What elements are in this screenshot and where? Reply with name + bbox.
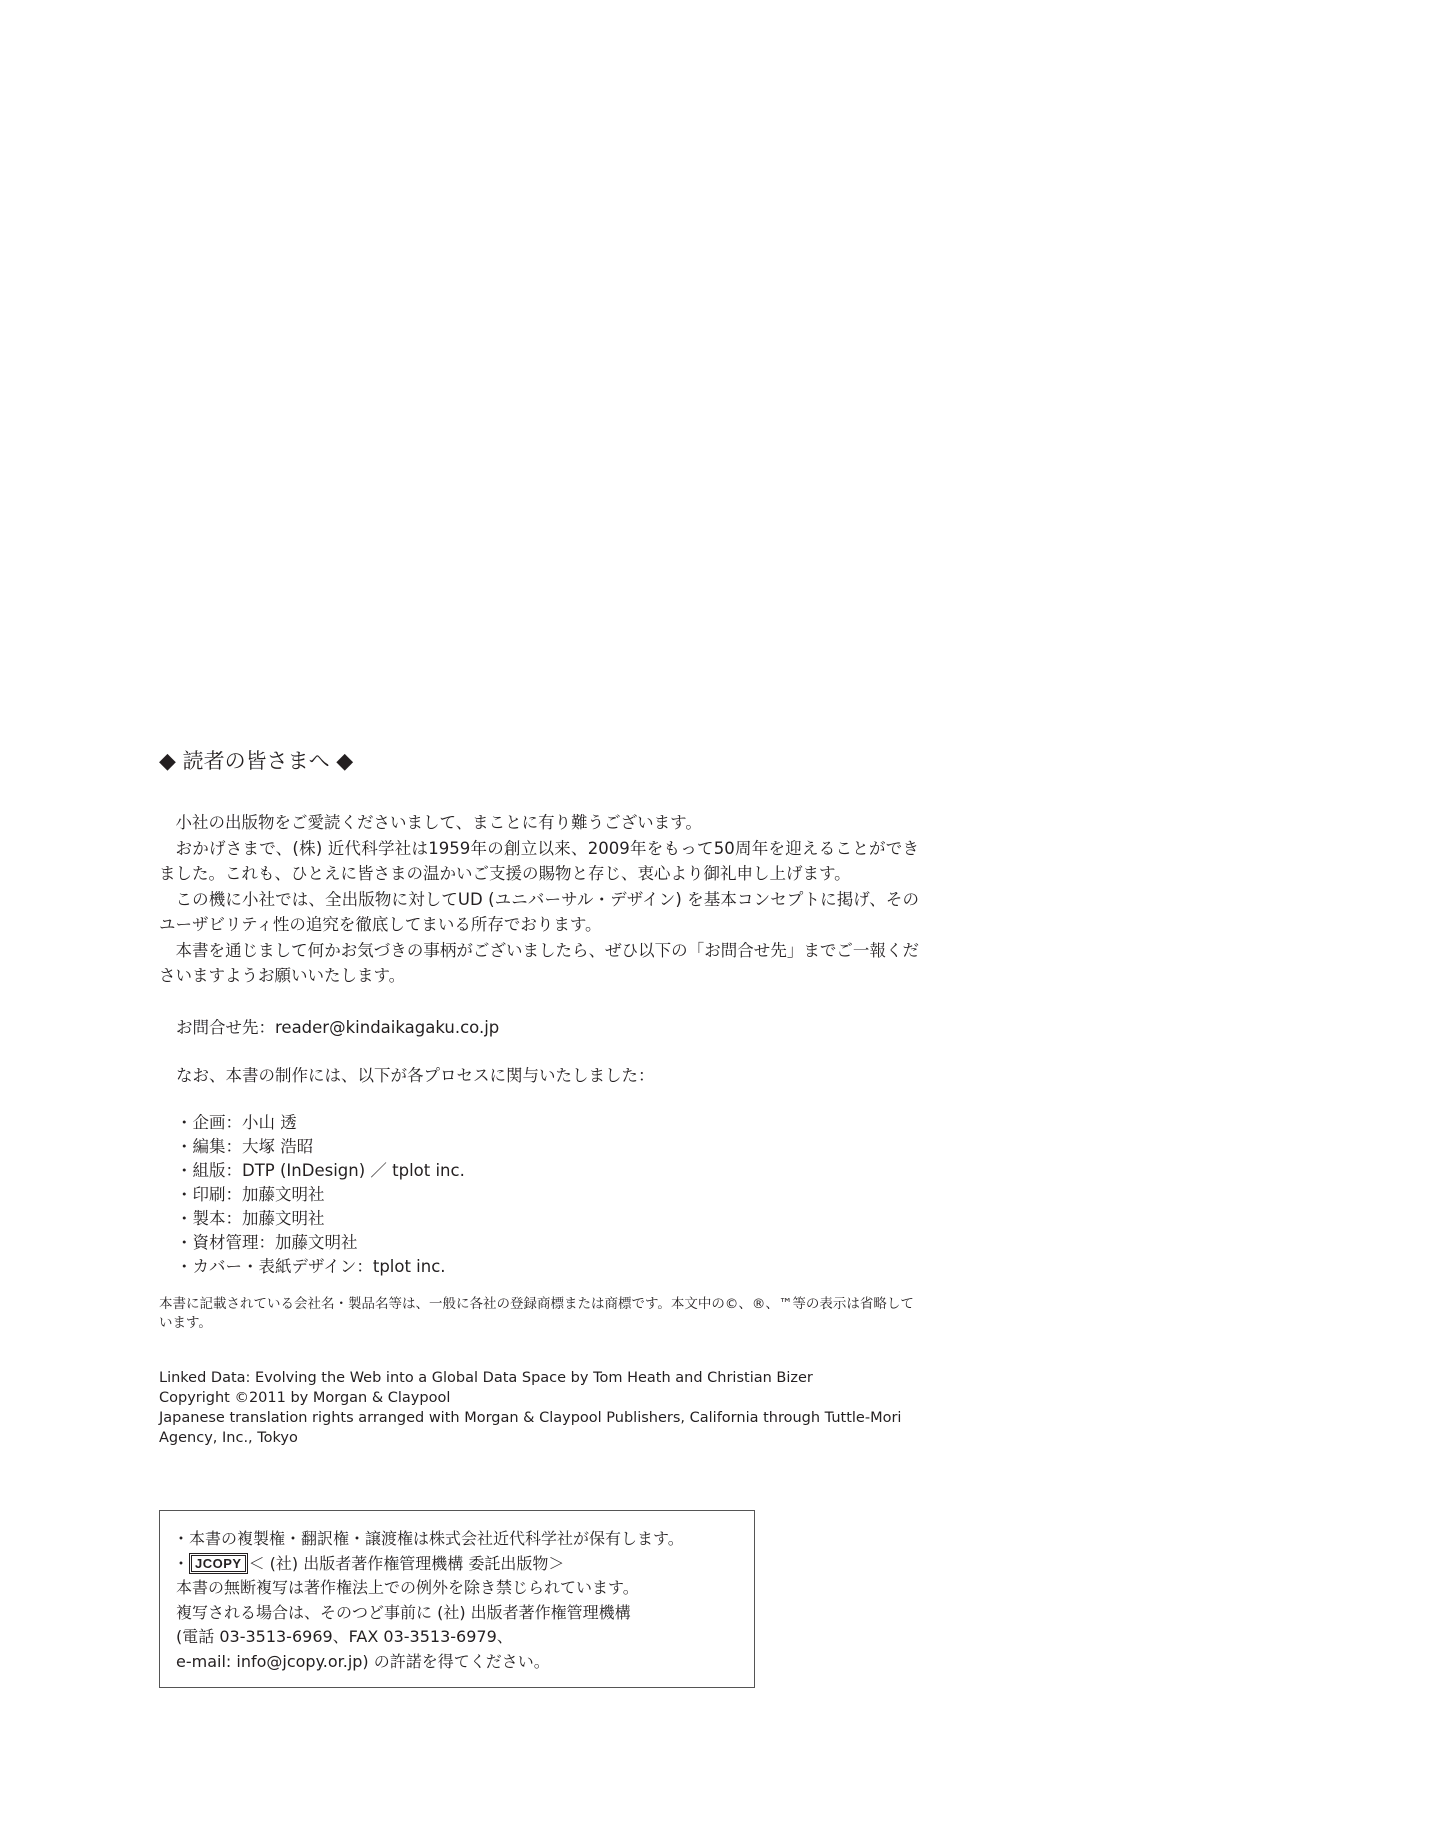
copyright-line: Copyright ©2011 by Morgan & Claypool [159, 1389, 451, 1406]
book-title-line: Linked Data: Evolving the Web into a Global Data Space by Tom Heath and Christian Bizer [159, 1369, 813, 1386]
rights-body-line: (電話 03-3513-6969、FAX 03-3513-6979、 [176, 1627, 513, 1646]
heading-title: 読者の皆さまへ [182, 749, 330, 773]
diamond-icon: ◆ [336, 749, 354, 774]
translation-rights-line: Japanese translation rights arranged with Morgan & Claypool Publishers, California through Tuttle-Mori Agency, Inc., Tokyo [159, 1409, 902, 1446]
contact-label: お問合せ先： [176, 1017, 275, 1037]
trademark-note: 本書に記載されている会社名・製品名等は、一般に各社の登録商標または商標です。本文中の©、®、™等の表示は省略しています。 [159, 1295, 914, 1331]
staff-intro: なお、本書の制作には、以下が各プロセスに関与いたしました： [176, 1065, 655, 1085]
jcopy-text: ＜ (社) 出版者著作権管理機構 委託出版物＞ [248, 1553, 565, 1573]
intro-paragraph: 本書を通じまして何かお気づきの事柄がございましたら、ぜひ以下の「お問合せ先」までご一報くださいますようお願いいたします。 [159, 940, 919, 985]
staff-item: ・資材管理：加藤文明社 [176, 1232, 358, 1252]
contact-line [159, 1015, 919, 1040]
diamond-icon: ◆ [159, 749, 176, 774]
staff-item: ・編集：大塚 浩昭 [176, 1136, 314, 1156]
staff-list [159, 1111, 919, 1279]
intro-paragraph: おかげさまで、(株) 近代科学社は1959年の創立以来、2009年をもって50周年を迎えることができました。これも、ひとえに皆さまの温かいご支援の賜物と存じ、衷心より御礼申し上げます。 [159, 838, 919, 883]
intro-paragraph: 小社の出版物をご愛読くださいまして、まことに有り難うございます。 [175, 813, 702, 832]
staff-item: ・印刷：加藤文明社 [176, 1184, 325, 1204]
staff-item: ・製本：加藤文明社 [176, 1208, 325, 1228]
rights-body-line: e-mail: info@jcopy.or.jp) の許諾を得てください。 [176, 1651, 550, 1671]
rights-line: ・本書の複製権・翻訳権・譲渡権は株式会社近代科学社が保有します。 [173, 1529, 684, 1548]
page-heading [159, 746, 919, 776]
staff-item: ・組版：DTP (InDesign) ／ tplot inc. [176, 1160, 465, 1180]
jcopy-line [173, 1552, 754, 1577]
colophon-content [159, 746, 919, 1448]
jcopy-bullet: ・ [173, 1553, 190, 1573]
rights-body-line: 本書の無断複写は著作権法上での例外を除き禁じられています。 [176, 1578, 639, 1597]
rights-notice-box [159, 1510, 755, 1688]
contact-email: reader@kindaikagaku.co.jp [275, 1017, 500, 1037]
staff-item: ・企画：小山 透 [176, 1112, 297, 1132]
staff-item: ・カバー・表紙デザイン：tplot inc. [176, 1256, 446, 1276]
intro-paragraph: この機に小社では、全出版物に対してUD (ユニバーサル・デザイン) を基本コンセプトに掲げ、そのユーザビリティ性の追究を徹底してまいる所存でおります。 [159, 889, 919, 934]
english-copyright-block [159, 1368, 919, 1448]
jcopy-logo: JCOPY [191, 1555, 246, 1572]
rights-body-line: 複写される場合は、そのつど事前に (社) 出版者著作権管理機構 [176, 1602, 631, 1622]
intro-section [159, 810, 919, 989]
